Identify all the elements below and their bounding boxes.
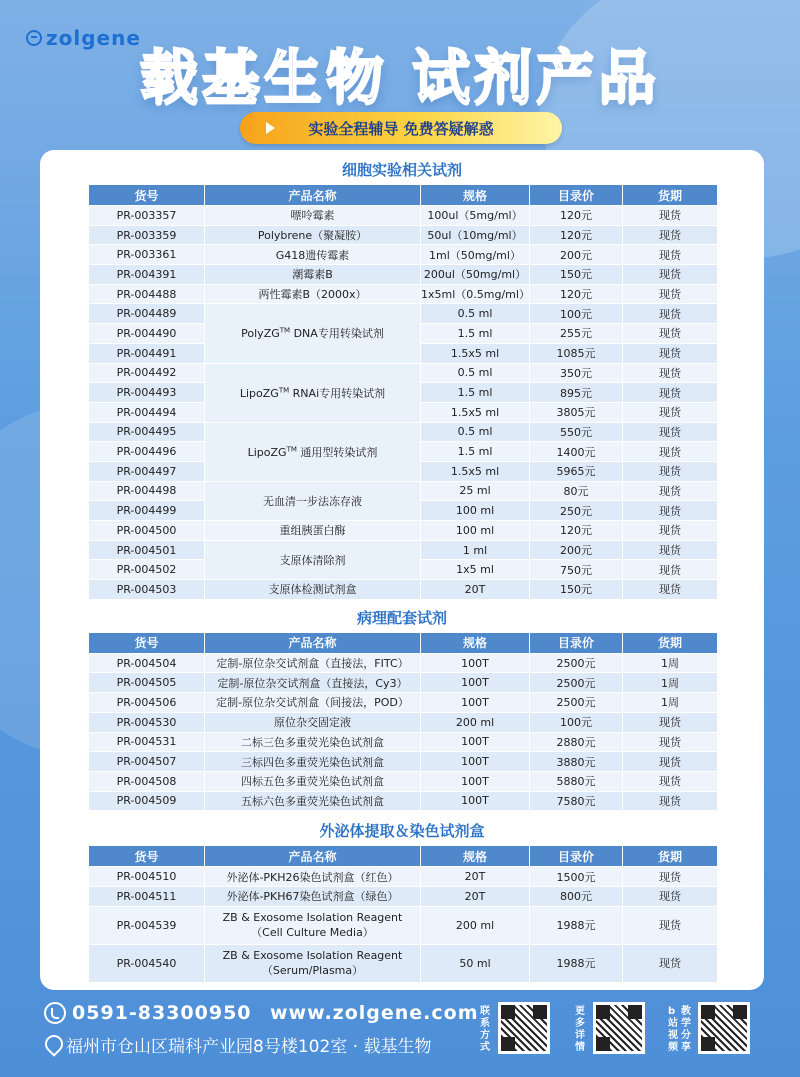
cell-price: 120元 [530,285,622,304]
cell-spec: 20T [421,580,529,599]
col-header-price: 目录价 [530,185,622,205]
table-row [89,907,717,944]
cell-price: 2500元 [530,654,622,673]
table-header-row [89,185,717,205]
cell-spec: 50ul（10mg/ml） [421,226,529,245]
name-line: ZB & Exosome Isolation Reagent [222,949,403,963]
col-header-id: 货号 [89,185,204,205]
qr-code-details[interactable] [593,1002,645,1054]
cell-lead: 现货 [623,265,717,284]
table-row [89,673,717,692]
cell-spec: 100T [421,792,529,811]
cell-lead: 现货 [623,501,717,520]
name-part: 通用型转染试剂 [296,445,378,459]
cell-spec: 0.5 ml [421,423,529,442]
name-part: RNAi专用转染试剂 [289,386,386,400]
cell-id: PR-004492 [89,364,204,383]
section-title-exosome: 外泌体提取＆染色试剂盒 [319,822,485,841]
cell-lead: 现货 [623,285,717,304]
cell-id: PR-004491 [89,344,204,363]
cell-price: 3880元 [530,752,622,771]
cell-spec: 100 ml [421,521,529,540]
cell-id: PR-004500 [89,521,204,540]
cell-lead: 现货 [623,462,717,481]
label-share: 教学分享 [681,1006,691,1053]
cell-name: 定制-原位杂交试剂盒（间接法，POD） [205,693,420,712]
cell-spec: 1x5ml（0.5mg/ml） [421,285,529,304]
cell-lead: 现货 [623,907,717,944]
label-contact: 联系方式 [480,1006,490,1053]
cell-name: 三标四色多重荧光染色试剂盒 [205,752,420,771]
col-header-lead: 货期 [623,633,717,653]
table-row [89,482,717,501]
trademark: TM [278,385,290,394]
cell-price: 1400元 [530,442,622,461]
cell-id: PR-004490 [89,324,204,343]
cell-lead: 现货 [623,344,717,363]
cell-spec: 100T [421,673,529,692]
cell-price: 200元 [530,541,622,560]
cell-id: PR-004497 [89,462,204,481]
cell-id: PR-004498 [89,482,204,501]
col-header-lead: 货期 [623,185,717,205]
cell-id: PR-004503 [89,580,204,599]
table-row [89,364,717,383]
table-row [89,521,717,540]
name-part: PolyZG [241,327,280,341]
cell-name: 五标六色多重荧光染色试剂盒 [205,792,420,811]
cell-price: 120元 [530,206,622,225]
address-text: 福州市仓山区瑞科产业园8号楼102室 · 载基生物 [66,1037,432,1057]
page-title: 载基生物 试剂产品 [139,43,661,111]
table-row [89,867,717,886]
cell-price: 120元 [530,521,622,540]
cell-price: 80元 [530,482,622,501]
name-line: （Cell Culture Media） [251,926,374,940]
cell-lead: 现货 [623,945,717,982]
table-row [89,772,717,791]
trademark: TM [279,326,291,335]
cell-price: 250元 [530,501,622,520]
cell-name: 重组胰蛋白酶 [205,521,420,540]
cell-lead: 1周 [623,673,717,692]
cell-spec: 200ul（50mg/ml） [421,265,529,284]
col-header-lead: 货期 [623,846,717,866]
col-header-name: 产品名称 [205,185,420,205]
play-arrow-icon [266,122,275,134]
cell-lead: 现货 [623,521,717,540]
table-row [89,693,717,712]
name-part: DNA专用转染试剂 [290,327,384,341]
cell-spec: 50 ml [421,945,529,982]
cell-id: PR-004510 [89,867,204,886]
cell-spec: 1.5 ml [421,442,529,461]
table-row [89,887,717,906]
exosome-table [88,845,718,982]
cell-name [205,304,420,362]
cell-spec: 0.5 ml [421,364,529,383]
cell-id: PR-004489 [89,304,204,323]
cell-lead: 现货 [623,403,717,422]
table-row [89,423,717,442]
cell-id: PR-004505 [89,673,204,692]
cell-price: 2500元 [530,673,622,692]
cell-price: 100元 [530,713,622,732]
cell-price: 2880元 [530,733,622,752]
cell-name: 支原体清除剂 [205,541,420,579]
cell-id: PR-004488 [89,285,204,304]
cell-spec: 100ul（5mg/ml） [421,206,529,225]
table-row [89,713,717,732]
cell-name: 两性霉素B（2000x） [205,285,420,304]
table-row [89,945,717,982]
table-row [89,580,717,599]
cell-spec: 200 ml [421,907,529,944]
table-row [89,792,717,811]
cell-price: 550元 [530,423,622,442]
cell-lead: 现货 [623,752,717,771]
location-pin-icon [44,1035,60,1055]
cell-lead: 现货 [623,226,717,245]
cell-price: 895元 [530,383,622,402]
cell-id: PR-004531 [89,733,204,752]
cell-price: 1085元 [530,344,622,363]
table-row [89,752,717,771]
trademark: TM [286,444,297,453]
name-part: LipoZG [247,445,287,459]
cell-id: PR-004530 [89,713,204,732]
qr-code-wechat[interactable] [498,1002,550,1054]
cell-lead: 现货 [623,442,717,461]
label-more: 更多详情 [575,1006,585,1053]
cell-name [205,423,420,481]
cell-price: 7580元 [530,792,622,811]
cell-name: 支原体检测试剂盒 [205,580,420,599]
cell-reagent-table [88,184,718,600]
phone-number: 0591-83300950 [72,1002,252,1024]
table-header-row [89,633,717,653]
col-header-spec: 规格 [421,633,529,653]
cell-spec: 200 ml [421,713,529,732]
cell-name: 潮霉素B [205,265,420,284]
col-header-spec: 规格 [421,185,529,205]
cell-name: 原位杂交固定液 [205,713,420,732]
cell-id: PR-004502 [89,560,204,579]
cell-price: 2500元 [530,693,622,712]
cell-name: 外泌体-PKH67染色试剂盒（绿色） [205,887,420,906]
cell-spec: 1.5 ml [421,324,529,343]
cell-name: 无血清一步法冻存液 [205,482,420,520]
cell-id: PR-003357 [89,206,204,225]
cell-price: 100元 [530,304,622,323]
logo-text: zolgene [46,26,141,50]
cell-lead: 现货 [623,560,717,579]
cell-lead: 现货 [623,364,717,383]
cell-price: 1988元 [530,907,622,944]
cell-spec: 1.5x5 ml [421,462,529,481]
cell-spec: 1.5x5 ml [421,403,529,422]
cell-spec: 1ml（50mg/ml） [421,245,529,264]
cell-lead: 现货 [623,206,717,225]
section-title-cell: 细胞实验相关试剂 [341,161,462,179]
label-video: b站视频 [668,1006,678,1053]
cell-name: Polybrene（聚凝胺） [205,226,420,245]
cell-id: PR-004507 [89,752,204,771]
cell-name: 四标五色多重荧光染色试剂盒 [205,772,420,791]
cell-lead: 现货 [623,792,717,811]
col-header-spec: 规格 [421,846,529,866]
cell-lead: 现货 [623,423,717,442]
cell-price: 800元 [530,887,622,906]
cell-id: PR-004499 [89,501,204,520]
cell-spec: 0.5 ml [421,304,529,323]
table-row [89,654,717,673]
section-title-pathology: 病理配套试剂 [356,608,447,627]
cell-id: PR-004540 [89,945,204,982]
cell-id: PR-003361 [89,245,204,264]
cell-id: PR-004508 [89,772,204,791]
cell-id: PR-004493 [89,383,204,402]
cell-id: PR-004391 [89,265,204,284]
qr-code-icon [701,1005,747,1051]
col-header-price: 目录价 [530,846,622,866]
cell-id: PR-004504 [89,654,204,673]
cell-name: 定制-原位杂交试剂盒（直接法，FITC） [205,654,420,673]
cell-spec: 1.5x5 ml [421,344,529,363]
cell-lead: 现货 [623,541,717,560]
table-row [89,226,717,245]
cell-id: PR-004506 [89,693,204,712]
cell-id: PR-004501 [89,541,204,560]
cell-name: 外泌体-PKH26染色试剂盒（红色） [205,867,420,886]
col-header-price: 目录价 [530,633,622,653]
cell-price: 5965元 [530,462,622,481]
cell-spec: 1x5 ml [421,560,529,579]
cell-id: PR-004495 [89,423,204,442]
cell-id: PR-004511 [89,887,204,906]
cell-lead: 现货 [623,733,717,752]
name-line: （Serum/Plasma） [261,964,364,978]
cell-id: PR-004496 [89,442,204,461]
cell-spec: 1 ml [421,541,529,560]
cell-spec: 100T [421,772,529,791]
cell-price: 255元 [530,324,622,343]
qr-code-icon [596,1005,642,1051]
name-part: LipoZG [239,386,279,400]
contact-address [44,1032,431,1057]
cell-name [205,364,420,422]
col-header-name: 产品名称 [205,846,420,866]
cell-spec: 100 ml [421,501,529,520]
product-card [40,150,764,990]
slogan-text: 实验全程辅导 免费答疑解惑 [308,119,494,138]
table-row [89,304,717,323]
table-row [89,733,717,752]
col-header-name: 产品名称 [205,633,420,653]
cell-lead: 现货 [623,580,717,599]
qr-code-icon [501,1005,547,1051]
cell-lead: 现货 [623,772,717,791]
cell-id: PR-003359 [89,226,204,245]
cell-name [205,907,420,944]
phone-icon [44,1002,66,1024]
cell-spec: 20T [421,887,529,906]
cell-spec: 20T [421,867,529,886]
cell-spec: 100T [421,733,529,752]
cell-price: 200元 [530,245,622,264]
footer [40,998,764,1068]
cell-lead: 现货 [623,245,717,264]
col-header-id: 货号 [89,846,204,866]
cell-price: 3805元 [530,403,622,422]
table-header-row [89,846,717,866]
cell-name: 二标三色多重荧光染色试剂盒 [205,733,420,752]
cell-lead: 现货 [623,304,717,323]
cell-lead: 现货 [623,887,717,906]
cell-id: PR-004494 [89,403,204,422]
cell-spec: 100T [421,654,529,673]
cell-spec: 100T [421,752,529,771]
contact-phone[interactable] [44,1002,252,1024]
table-row [89,265,717,284]
cell-spec: 25 ml [421,482,529,501]
cell-spec: 1.5 ml [421,383,529,402]
table-row [89,285,717,304]
cell-lead: 1周 [623,654,717,673]
cell-name: G418遗传霉素 [205,245,420,264]
cell-price: 1988元 [530,945,622,982]
cell-price: 350元 [530,364,622,383]
cell-lead: 现货 [623,482,717,501]
cell-name [205,945,420,982]
cell-price: 750元 [530,560,622,579]
cell-price: 5880元 [530,772,622,791]
cell-price: 1500元 [530,867,622,886]
cell-price: 150元 [530,580,622,599]
cell-lead: 1周 [623,693,717,712]
table-row [89,245,717,264]
pathology-table [88,632,718,812]
website-link[interactable]: www.zolgene.com [270,1002,479,1024]
name-line: ZB & Exosome Isolation Reagent [222,911,403,925]
qr-code-bilibili[interactable] [698,1002,750,1054]
col-header-id: 货号 [89,633,204,653]
cell-name: 嘌呤霉素 [205,206,420,225]
cell-lead: 现货 [623,324,717,343]
cell-name: 定制-原位杂交试剂盒（直接法，Cy3） [205,673,420,692]
cell-id: PR-004539 [89,907,204,944]
table-row [89,206,717,225]
slogan-banner [240,112,562,144]
cell-lead: 现货 [623,867,717,886]
cell-price: 120元 [530,226,622,245]
table-row [89,541,717,560]
cell-lead: 现货 [623,383,717,402]
cell-lead: 现货 [623,713,717,732]
cell-price: 150元 [530,265,622,284]
cell-id: PR-004509 [89,792,204,811]
cell-spec: 100T [421,693,529,712]
